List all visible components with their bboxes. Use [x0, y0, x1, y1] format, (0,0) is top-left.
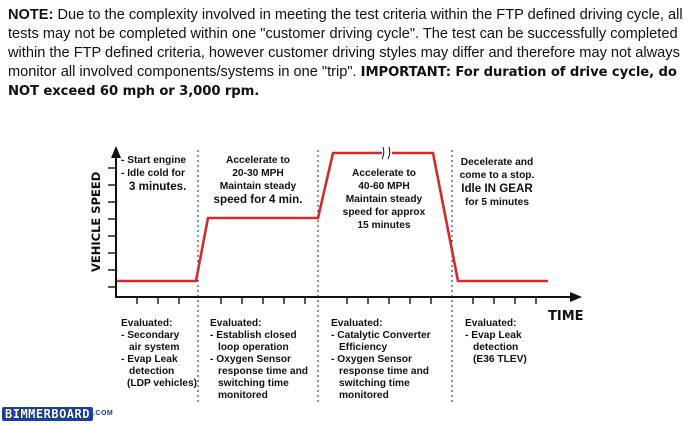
note-text: Due to the complexity involved in meeting the test criteria within the FTP defined driving cycle, all tests may not be completed within one "customer driving cycle". The test can be successfully completed within the FTP defined criteria, however customer driving styles may differ and therefore may not always monitor all involved components/systems in one "trip".: [8, 7, 683, 80]
evaluated-line: response time and: [339, 366, 430, 377]
important-text: IMPORTANT: For duration of drive cycle, do NOT exceed 60 mph or 3,000 rpm.: [8, 65, 677, 99]
evaluated-line: - Secondary: [121, 330, 180, 341]
evaluated-block-3: [331, 318, 431, 401]
evaluated-line: air system: [129, 342, 180, 353]
phase-4-line: for 5 minutes: [465, 197, 529, 208]
evaluated-line: loop operation: [218, 342, 289, 353]
phase-3-line: 15 minutes: [357, 220, 411, 231]
phase-4-description: [460, 157, 535, 208]
evaluated-block-2: [210, 318, 308, 401]
logo-text: BIMMERBOARD: [2, 407, 93, 421]
evaluated-line: - Evap Leak: [121, 354, 178, 365]
phase-1-line: - Idle cold for: [121, 168, 185, 179]
evaluated-line: Efficiency: [339, 342, 388, 353]
note-label: NOTE:: [8, 7, 54, 23]
evaluated-line: (LDP vehicles): [127, 378, 198, 389]
scale-break-mark: [382, 147, 390, 159]
phase-4-line: come to a stop.: [459, 170, 535, 181]
evaluated-line: (E36 TLEV): [473, 354, 527, 365]
x-axis-arrow: [570, 292, 582, 302]
phase-3-line: Accelerate to: [352, 168, 416, 179]
evaluated-line: switching time: [218, 378, 289, 389]
phase-3-line: 40-60 MPH: [358, 181, 410, 192]
evaluated-line: Evaluated:: [121, 318, 173, 329]
phase-4-line: Decelerate and: [460, 157, 534, 168]
y-axis-arrow: [111, 146, 121, 158]
phase-3-line: Maintain steady: [345, 194, 423, 205]
evaluated-line: - Establish closed: [210, 330, 297, 341]
evaluated-line: Evaluated:: [331, 318, 383, 329]
bimmerboard-logo: [2, 407, 113, 421]
evaluated-line: response time and: [218, 366, 309, 377]
phase-2-line: Maintain steady: [219, 181, 297, 192]
evaluated-line: - Oxygen Sensor: [331, 354, 412, 365]
phase-3-description: [343, 168, 426, 231]
x-axis-label: TIME: [548, 309, 584, 324]
evaluated-line: detection: [473, 342, 519, 353]
phase-1-line: 3 minutes.: [129, 180, 187, 193]
evaluated-line: - Catalytic Converter: [331, 330, 431, 341]
evaluated-line: detection: [129, 366, 175, 377]
evaluated-line: switching time: [339, 378, 410, 389]
phase-3-line: speed for approx: [342, 207, 426, 218]
evaluated-line: Evaluated:: [465, 318, 517, 329]
evaluated-line: monitored: [218, 390, 268, 401]
evaluated-block-1: [121, 318, 197, 389]
evaluated-line: monitored: [339, 390, 389, 401]
evaluated-line: - Evap Leak: [465, 330, 522, 341]
evaluated-line: Evaluated:: [210, 318, 262, 329]
x-axis-ticks: [137, 297, 536, 304]
phase-2-line: speed for 4 min.: [213, 193, 303, 206]
evaluated-block-4: [465, 318, 527, 365]
evaluated-line: - Oxygen Sensor: [210, 354, 291, 365]
phase-1-line: - Start engine: [121, 155, 187, 166]
logo-suffix: .COM: [92, 410, 114, 417]
y-axis-label: VEHICLE SPEED: [89, 171, 103, 272]
phase-2-line: Accelerate to: [226, 155, 290, 166]
phase-2-line: 20-30 MPH: [232, 168, 284, 179]
phase-4-line: Idle IN GEAR: [461, 182, 533, 195]
y-axis-ticks: [108, 168, 116, 287]
phase-2-description: [214, 155, 303, 206]
phase-1-description: [121, 155, 186, 193]
